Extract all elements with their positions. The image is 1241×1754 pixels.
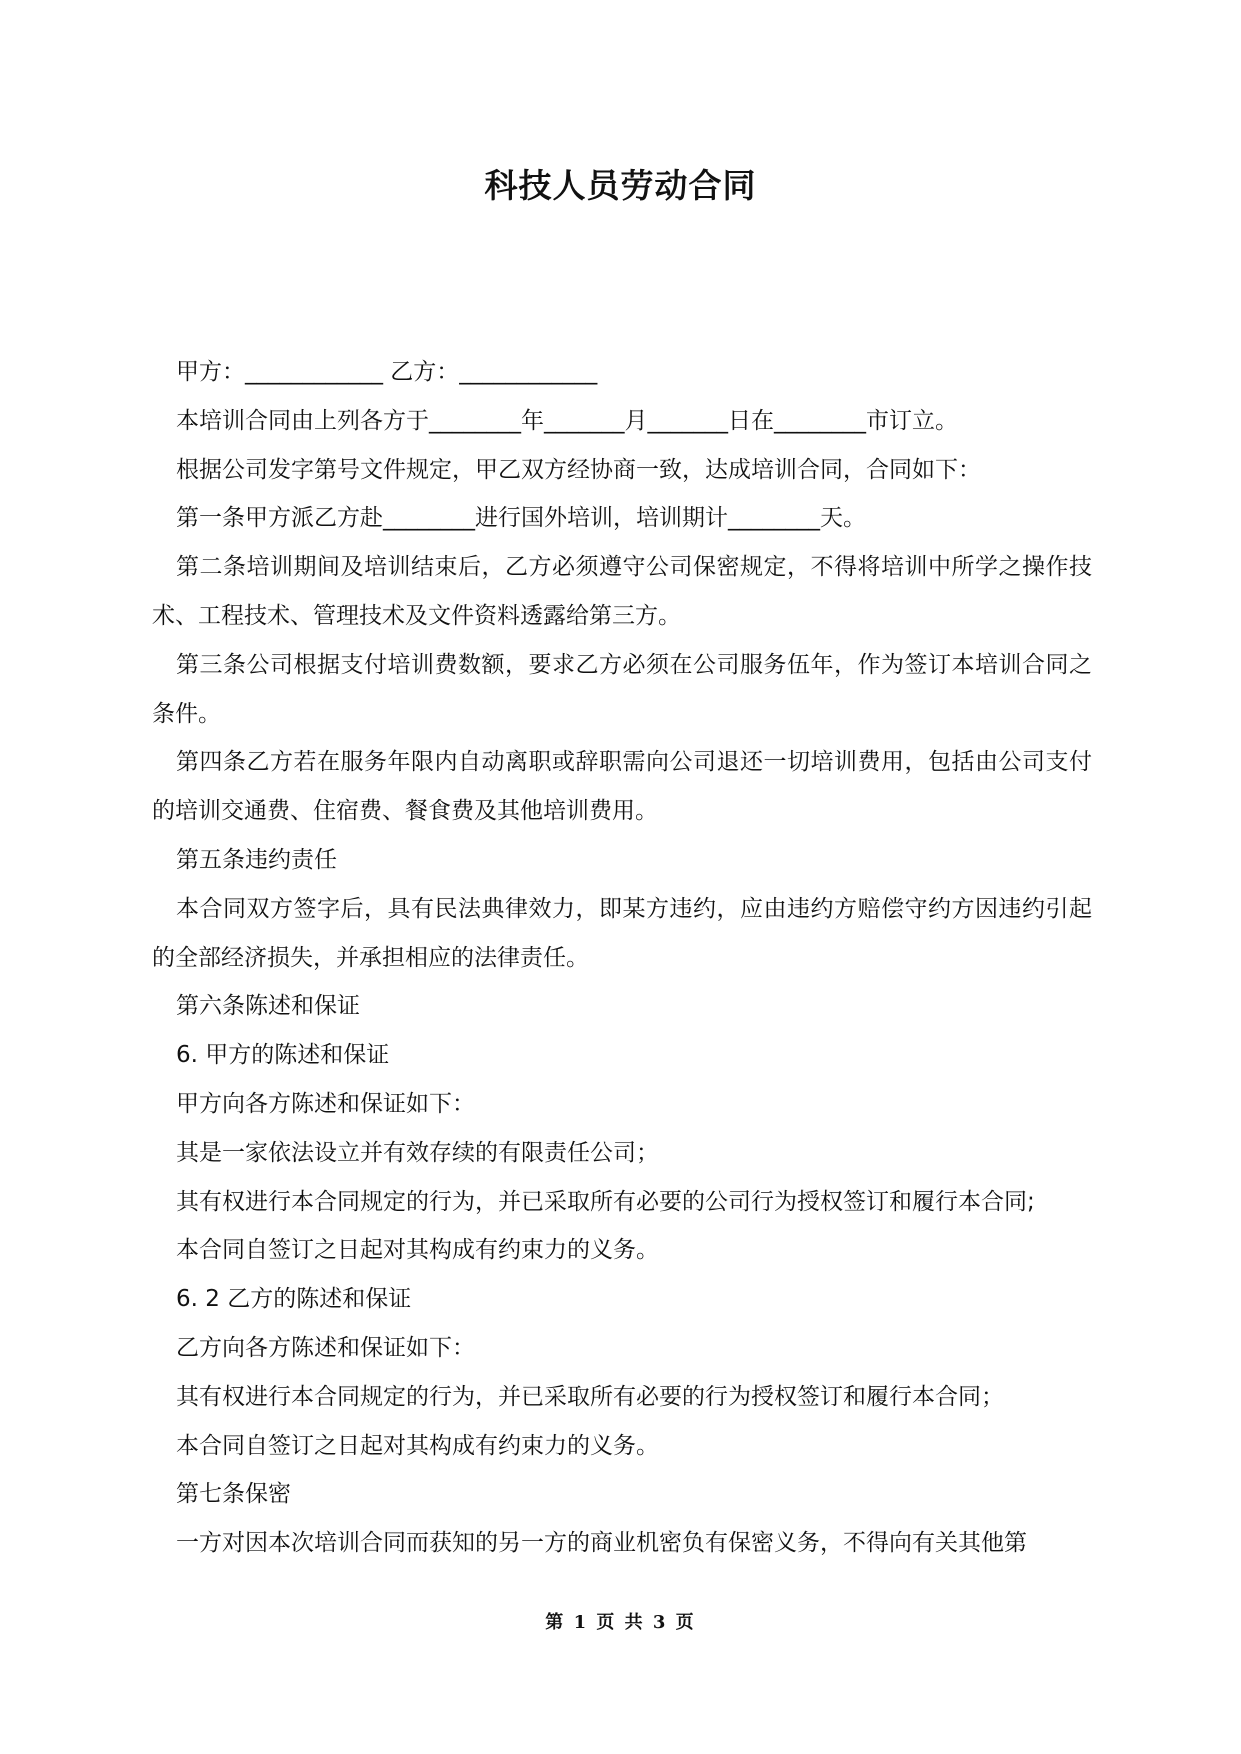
party-a-item-3: 本合同自签订之日起对其构成有约束力的义务。 <box>176 1237 659 1264</box>
document-title: 科技人员劳动合同 <box>484 166 757 205</box>
signing-date-line: 本培训合同由上列各方于________年_______月_______日在________市订立。 <box>176 407 958 434</box>
document-body <box>152 348 1092 1568</box>
article-5-heading: 第五条违约责任 <box>176 846 337 873</box>
page-footer: 第 1 页 共 3 页 <box>545 1612 696 1633</box>
article-7-text: 一方对因本次培训合同而获知的另一方的商业机密负有保密义务，不得向有关其他第 <box>176 1530 1027 1557</box>
article-6-heading: 第六条陈述和保证 <box>176 993 360 1020</box>
party-a-intro: 甲方向各方陈述和保证如下： <box>176 1090 475 1117</box>
party-b-item-2: 本合同自签订之日起对其构成有约束力的义务。 <box>176 1432 659 1459</box>
section-6-1-heading: 6. 甲方的陈述和保证 <box>176 1042 390 1069</box>
article-4: 第四条乙方若在服务年限内自动离职或辞职需向公司退还一切培训费用，包括由公司支付的培训交通费、住宿费、餐食费及其他培训费用。 <box>152 749 1092 825</box>
party-a-item-2: 其有权进行本合同规定的行为，并已采取所有必要的公司行为授权签订和履行本合同; <box>176 1188 1035 1215</box>
party-b-item-1: 其有权进行本合同规定的行为，并已采取所有必要的行为授权签订和履行本合同； <box>176 1383 1004 1410</box>
section-6-2-heading: 6. 2 乙方的陈述和保证 <box>176 1286 412 1313</box>
basis-paragraph: 根据公司发字第号文件规定，甲乙双方经协商一致，达成培训合同，合同如下： <box>176 456 981 483</box>
party-a-item-1: 其是一家依法设立并有效存续的有限责任公司； <box>176 1139 659 1166</box>
article-7-heading: 第七条保密 <box>176 1481 291 1508</box>
article-3: 第三条公司根据支付培训费数额，要求乙方必须在公司服务伍年，作为签订本培训合同之条件。 <box>152 651 1092 727</box>
article-5-text: 本合同双方签字后，具有民法典律效力，即某方违约，应由违约方赔偿守约方因违约引起的全部经济损失，并承担相应的法律责任。 <box>152 895 1092 971</box>
article-2: 第二条培训期间及培训结束后，乙方必须遵守公司保密规定，不得将培训中所学之操作技术、工程技术、管理技术及文件资料透露给第三方。 <box>152 554 1092 629</box>
article-1: 第一条甲方派乙方赴________进行国外培训，培训期计________天。 <box>176 505 866 532</box>
parties-line: 甲方：____________ 乙方：____________ <box>176 359 598 385</box>
party-b-intro: 乙方向各方陈述和保证如下： <box>176 1334 475 1361</box>
